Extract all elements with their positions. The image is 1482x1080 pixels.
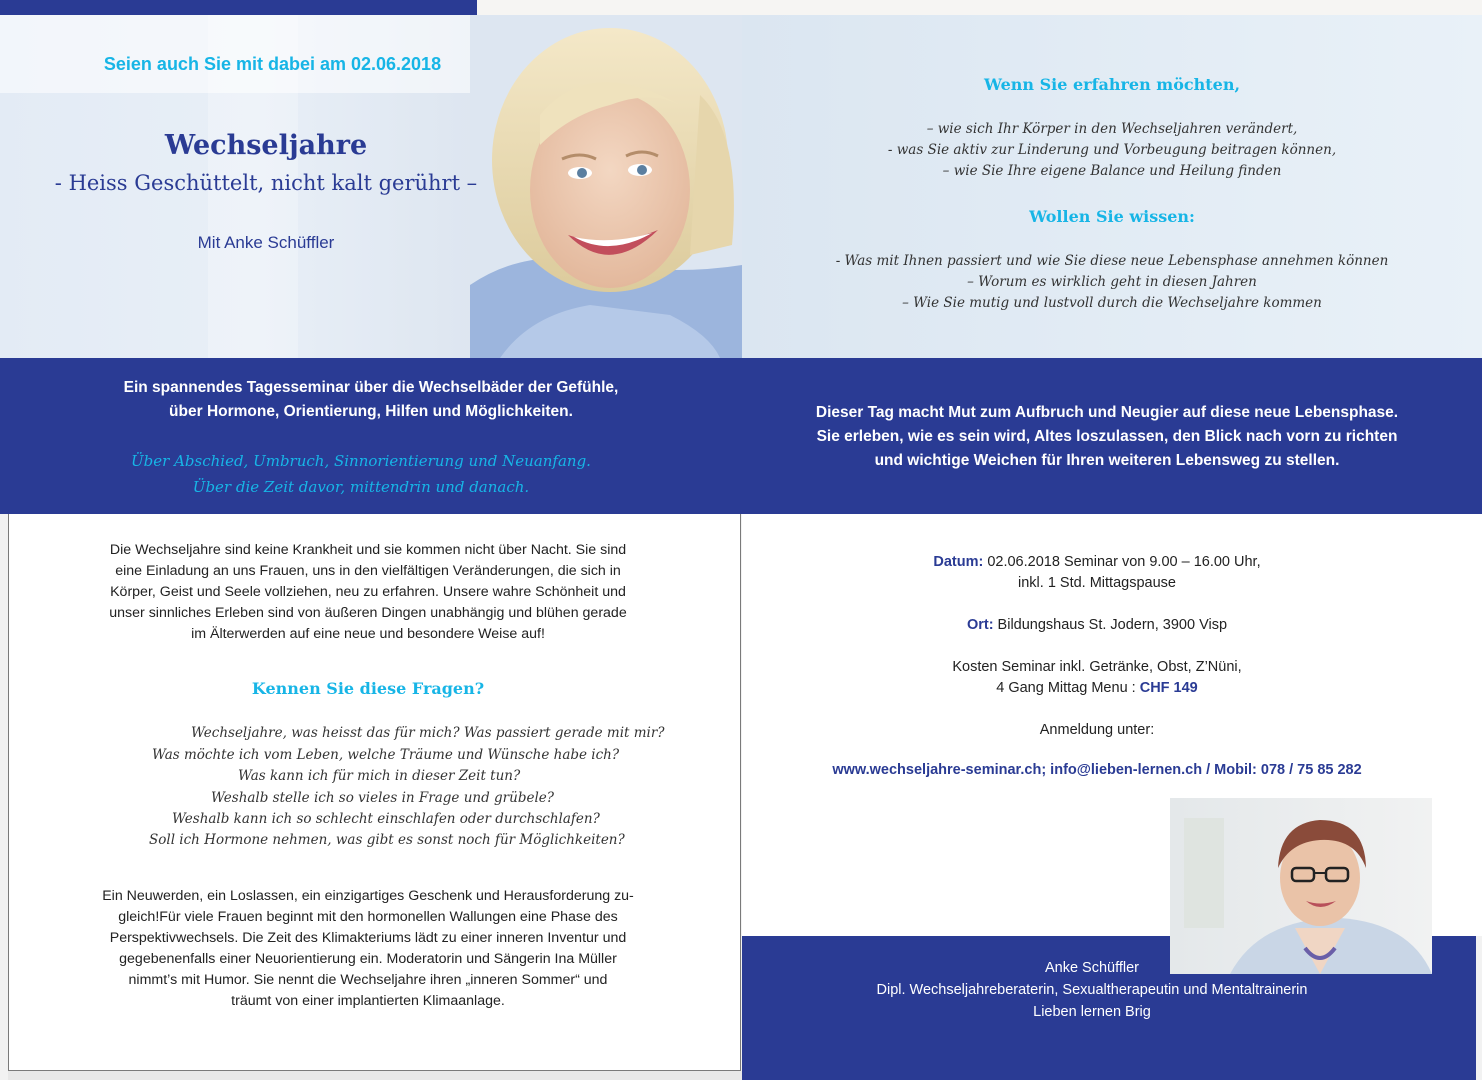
benefit-line: – Worum es wirklich geht in diesen Jahren bbox=[967, 274, 1257, 290]
question-line: Weshalb kann ich so schlecht einschlafen oder durchschlafen? bbox=[172, 811, 600, 827]
hero-subtitle: - Heiss Geschüttelt, nicht kalt gerührt – bbox=[54, 171, 478, 195]
hero-author: Mit Anke Schüffler bbox=[197, 233, 335, 252]
place-info bbox=[742, 615, 1452, 636]
question-line: Wechseljahre, was heisst das für mich? Was passiert gerade mit mir? bbox=[191, 725, 665, 741]
footer-org: Lieben lernen Brig bbox=[1033, 1004, 1151, 1020]
cost-info bbox=[742, 657, 1452, 699]
benefit-line: – Wie Sie mutig und lustvoll durch die Wechseljahre kommen bbox=[902, 295, 1322, 311]
benefit-line: - was Sie aktiv zur Linderung und Vorbeugung beitragen können, bbox=[887, 142, 1337, 158]
benefit-line: - Was mit Ihnen passiert und wie Sie diese neue Lebensphase annehmen können bbox=[835, 253, 1389, 269]
question-line: Weshalb stelle ich so vieles in Frage und grübele? bbox=[211, 790, 554, 806]
text-line: nimmt’s mit Humor. Sie nennt die Wechseljahre ihren „inneren Sommer“ und bbox=[128, 972, 608, 988]
closing-paragraph bbox=[62, 886, 674, 1012]
footer-text bbox=[742, 957, 1442, 1023]
benefits-heading-2: Wollen Sie wissen: bbox=[1029, 207, 1195, 226]
anke-portrait-image bbox=[1170, 798, 1432, 974]
band-line: Ein spannendes Tagesseminar über die Wechselbäder der Gefühle, bbox=[123, 379, 619, 396]
hero-title: Wechseljahre bbox=[164, 130, 368, 161]
text-line: träumt von einer implantierten Klimaanlage. bbox=[231, 993, 505, 1009]
text-line: Die Wechseljahre sind keine Krankheit und sie kommen nicht über Nacht. Sie sind bbox=[109, 542, 627, 558]
band-line: und wichtige Weichen für Ihren weiteren Lebensweg zu stellen. bbox=[874, 452, 1340, 469]
question-line: Was möchte ich vom Leben, welche Träume und Wünsche habe ich? bbox=[152, 747, 620, 763]
questions-heading: Kennen Sie diese Fragen? bbox=[251, 679, 485, 698]
text-line: gegebenenfalls einer Neuorientierung ein. Moderatorin und Sängerin Ina Müller bbox=[119, 951, 617, 967]
text-line: unser sinnliches Erleben sind von äußeren Dingen unabhängig und blühen gerade bbox=[109, 605, 627, 621]
cost-line: Kosten Seminar inkl. Getränke, Obst, Z’Nüni, bbox=[952, 659, 1242, 675]
date-note: inkl. 1 Std. Mittagspause bbox=[1018, 575, 1176, 591]
date-value: 02.06.2018 Seminar von 9.00 – 16.00 Uhr, bbox=[983, 554, 1261, 570]
band-left-italic bbox=[0, 448, 722, 500]
band-line: über Hormone, Orientierung, Hilfen und Möglichkeiten. bbox=[169, 403, 573, 420]
price: CHF 149 bbox=[1139, 680, 1198, 696]
benefit-line: – wie Sie Ihre eigene Balance und Heilung finden bbox=[942, 163, 1282, 179]
band-line: Dieser Tag macht Mut zum Aufbruch und Neugier auf diese neue Lebensphase. bbox=[815, 404, 1399, 421]
place-label: Ort: bbox=[966, 617, 994, 633]
contact-links[interactable]: www.wechseljahre-seminar.ch; info@lieben-lernen.ch / Mobil: 078 / 75 85 282 bbox=[832, 762, 1362, 778]
benefits-heading-1: Wenn Sie erfahren möchten, bbox=[983, 75, 1241, 94]
band-line: Sie erleben, wie es sein wird, Altes loszulassen, den Blick nach vorn zu richten bbox=[816, 428, 1398, 445]
text-line: Perspektivwechsels. Die Zeit des Klimakteriums lädt zu einer inneren Inventur und bbox=[109, 930, 627, 946]
top-left-strip bbox=[0, 0, 477, 15]
band-left-bold bbox=[0, 376, 742, 424]
date-label: Datum: bbox=[933, 554, 984, 570]
band-right-bold bbox=[742, 401, 1472, 473]
text-line: im Älterwerden auf eine neue und besondere Weise auf! bbox=[191, 626, 545, 642]
bottom-strip bbox=[8, 1071, 742, 1080]
place-value: Bildungshaus St. Jodern, 3900 Visp bbox=[993, 617, 1228, 633]
footer-name: Anke Schüffler bbox=[1044, 960, 1140, 976]
footer-role: Dipl. Wechseljahreberaterin, Sexualtherapeutin und Mentaltrainerin bbox=[876, 982, 1308, 998]
intro-paragraph bbox=[62, 540, 674, 645]
text-line: Ein Neuwerden, ein Loslassen, ein einzigartiges Geschenk und Herausforderung zu- bbox=[102, 888, 634, 904]
text-line: eine Einladung an uns Frauen, uns in den vielfältigen Veränderungen, die sich in bbox=[115, 563, 621, 579]
top-right-strip bbox=[477, 0, 1482, 15]
band-line: Über Abschied, Umbruch, Sinnorientierung und Neuanfang. bbox=[131, 452, 591, 470]
question-line: Was kann ich für mich in dieser Zeit tun? bbox=[238, 768, 521, 784]
cost-line: 4 Gang Mittag Menu : bbox=[996, 680, 1140, 696]
date-info bbox=[742, 552, 1452, 594]
signup-label: Anmeldung unter: bbox=[1039, 722, 1155, 738]
band-line: Über die Zeit davor, mittendrin und danach. bbox=[192, 478, 530, 496]
text-line: Körper, Geist und Seele vollziehen, neu zu erfahren. Unsere wahre Schönheit und bbox=[110, 584, 626, 600]
hero-date-line: Seien auch Sie mit dabei am 02.06.2018 bbox=[103, 54, 442, 74]
benefit-line: – wie sich Ihr Körper in den Wechseljahren verändert, bbox=[926, 121, 1298, 137]
question-line: Soll ich Hormone nehmen, was gibt es sonst noch für Möglichkeiten? bbox=[149, 832, 625, 848]
text-line: gleich!Für viele Frauen beginnt mit den hormonellen Wallungen eine Phase des bbox=[118, 909, 618, 925]
